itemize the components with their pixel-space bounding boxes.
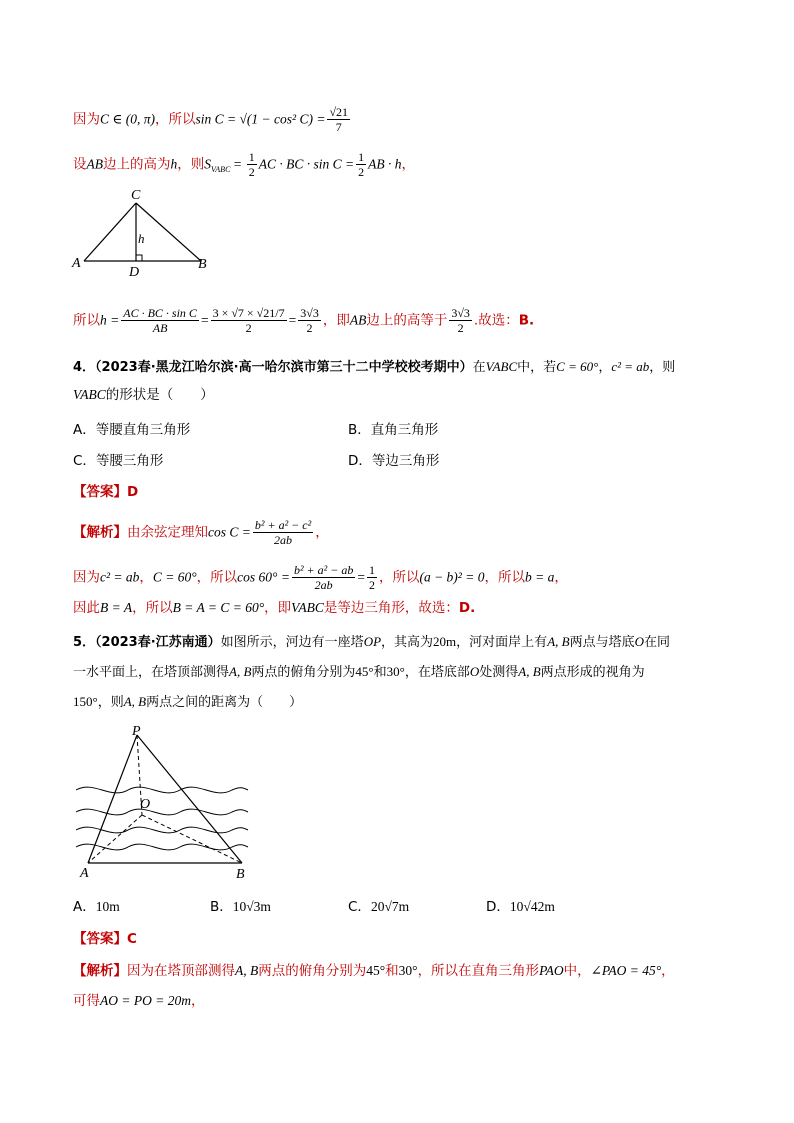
text: ，所以 [132, 600, 173, 616]
text: ，即 [322, 312, 350, 329]
math: sin C = √(1 − cos² C) = [195, 111, 326, 127]
text: 两点的俯角分别为 [251, 665, 356, 680]
question-5-line2 [73, 662, 645, 683]
fraction: $\frac{1}{2}$ [248, 150, 255, 179]
math: (a − b)² = 0 [419, 569, 485, 585]
side-ac [84, 203, 136, 261]
text: 两点与塔底 [569, 635, 635, 650]
text: 设 [73, 156, 87, 173]
text: 中，若 [517, 360, 557, 375]
side-bc [136, 203, 201, 261]
q5-analysis-line2 [73, 991, 204, 1011]
label-h: h [138, 231, 145, 246]
text: 中， [563, 963, 591, 979]
text: ，所以 [378, 569, 420, 586]
question-5-line1 [73, 632, 670, 653]
text: 边上的高等于 [366, 312, 448, 329]
fraction: $\frac{\text{b² + a² − ab}}{2ab}$ [293, 563, 354, 592]
text: 一水平面上，在塔顶部测得 [73, 665, 230, 680]
text: 的形状是（ ） [105, 387, 214, 403]
fraction: $\frac{3√3}{2}$ [300, 306, 319, 335]
text: ， [554, 569, 568, 586]
text: 因此 [73, 600, 100, 616]
q5-option-d[interactable]: D．10√42m [486, 899, 555, 915]
question-5-line3 [73, 692, 302, 713]
solution-line-sinC [73, 105, 352, 134]
math: AB · h [368, 156, 402, 172]
q5-option-b[interactable]: B．10√3m [210, 899, 271, 915]
label-b: B [198, 257, 207, 272]
text: 由余弦定理知 [127, 524, 208, 541]
math: C = 60° [152, 569, 197, 585]
math: A, B [235, 963, 259, 978]
line-ob [142, 815, 242, 863]
math: O [469, 664, 480, 679]
question-4-line2 [73, 385, 214, 405]
q4-analysis-line2 [73, 563, 568, 592]
answer-text: D. [458, 600, 476, 616]
math: AB [349, 312, 367, 328]
math: S [204, 156, 211, 172]
answer-text: B. [518, 312, 535, 329]
solution-line-height [73, 306, 534, 335]
solution-line-area [73, 150, 415, 180]
line-oa [88, 815, 142, 863]
text: 边上的高为 [103, 156, 171, 173]
fraction: $\frac{1}{2}$ [368, 563, 375, 592]
text: 所以 [73, 312, 100, 329]
math: A, B [547, 634, 570, 649]
math: = [288, 312, 297, 328]
text: ，其高为 [381, 635, 434, 650]
math: VABC [485, 359, 518, 374]
text: 可得 [73, 993, 100, 1009]
math: VABC [211, 165, 231, 175]
fraction: $\frac{\text{b² + a² − c²}}{2ab}$ [254, 518, 312, 547]
text: 如图所示，河边有一座塔 [220, 635, 364, 650]
tower-river-figure [70, 725, 260, 885]
text: ，则 [177, 156, 205, 173]
text: 处测得 [479, 665, 519, 680]
text: ， [661, 963, 675, 979]
question-source: （2023春·黑龙江哈尔滨·高一哈尔滨市第三十二中学校校考期中） [95, 360, 473, 375]
text: 因为 [73, 569, 100, 586]
q4-answer [73, 482, 138, 502]
question-number: 5． [73, 635, 96, 650]
text: 在 [472, 360, 486, 375]
text: 因为 [73, 111, 100, 128]
q5-answer [73, 929, 137, 949]
math: 30° [386, 664, 405, 679]
label-p: P [132, 725, 141, 739]
math: = [230, 156, 245, 172]
math: A, B [518, 664, 541, 679]
math: cos C = [208, 524, 251, 540]
math: = [200, 312, 209, 328]
line-pa [88, 735, 137, 863]
q4-option-b[interactable]: B．直角三角形 [348, 422, 439, 438]
question-4-line1 [73, 357, 675, 378]
math: c² = ab [100, 569, 140, 585]
q5-analysis-line1 [73, 961, 675, 981]
math: b = a [524, 569, 555, 585]
text: ， [315, 524, 329, 541]
text: ，所以 [196, 569, 238, 586]
math: OP [363, 634, 382, 649]
analysis-label: 【解析】 [73, 524, 127, 541]
fraction: $\frac{\text{AC · BC · sin C}}{AB}$ [123, 306, 197, 335]
math: VABC [291, 600, 324, 615]
math: AB [86, 156, 103, 172]
math: AC · BC · sin C = [258, 156, 355, 172]
q4-option-d[interactable]: D．等边三角形 [348, 453, 440, 469]
math: h = [100, 312, 120, 328]
text: 两点的俯角分别为 [258, 963, 367, 979]
answer-label: 【答案】 [73, 484, 127, 500]
math: = [357, 569, 365, 585]
fraction: $\frac{√21}{7}$ [329, 105, 349, 134]
math: 20m [433, 634, 457, 649]
text: ， [598, 360, 612, 375]
text: ，即 [264, 600, 292, 616]
right-angle-mark [136, 255, 142, 261]
text: ，所以在直角三角形 [417, 963, 540, 979]
text: ，河对面岸上有 [456, 635, 548, 650]
text: 在同 [643, 635, 670, 650]
label-d: D [129, 265, 140, 278]
fraction: $\frac{3√3}{2}$ [451, 306, 470, 335]
text: 和 [373, 665, 387, 680]
fraction: $\frac{3 \times √7 \times √21/7}{2}$ [212, 306, 285, 335]
answer-value: C [127, 931, 137, 947]
q4-analysis-line3 [73, 598, 475, 618]
math: 45° [355, 664, 374, 679]
math: B = A = C = 60° [172, 600, 265, 615]
math: AO = PO = 20m [100, 993, 191, 1008]
math: A, B [229, 664, 252, 679]
label-b: B [236, 867, 245, 882]
text: ，所以 [155, 111, 196, 128]
label-c: C [131, 188, 141, 203]
fraction: $\frac{1}{2}$ [358, 150, 365, 179]
triangle-height-figure [66, 183, 226, 278]
text: ，则 [97, 695, 124, 710]
text: ， [190, 993, 205, 1009]
analysis-label: 【解析】 [73, 963, 127, 979]
text: 两点之间的距离为（ ） [146, 695, 303, 710]
math: VABC [73, 387, 106, 402]
math: C = 60° [556, 359, 599, 374]
answer-label: 【答案】 [73, 931, 127, 947]
label-a: A [72, 256, 81, 271]
text: ，所以 [484, 569, 525, 586]
text: 是等边三角形，故选： [323, 600, 459, 616]
math: c² = ab [611, 359, 650, 374]
q5-option-a[interactable]: A．10m [73, 899, 120, 915]
label-a: A [80, 866, 89, 881]
math: PAO [539, 963, 564, 978]
math: 30° [398, 963, 418, 978]
q4-option-a[interactable]: A．等腰直角三角形 [73, 422, 191, 438]
text: ， [401, 156, 416, 173]
math: C ∈ (0, π) [100, 111, 156, 127]
math: B = A [100, 600, 133, 615]
label-o: O [140, 797, 151, 812]
q5-option-c[interactable]: C．20√7m [348, 899, 410, 915]
text: ，则 [649, 360, 676, 375]
answer-value: D [127, 484, 139, 500]
math: cos 60° = [237, 569, 290, 585]
river-waves [76, 787, 248, 850]
math: O [634, 634, 644, 649]
text: 和 [385, 963, 399, 979]
text: ，在塔底部 [404, 665, 470, 680]
question-source: （2023春·江苏南通） [95, 635, 221, 650]
question-number: 4． [73, 360, 96, 375]
text: 两点形成的视角为 [540, 665, 645, 680]
text: .故选： [473, 312, 519, 329]
text: 因为在塔顶部测得 [127, 963, 235, 979]
q4-analysis-line1 [73, 518, 329, 547]
math: A, B [123, 694, 147, 709]
math: h [170, 156, 178, 172]
math: 45° [366, 963, 386, 978]
q4-option-c[interactable]: C．等腰三角形 [73, 453, 164, 469]
text: ， [139, 569, 153, 586]
math: 150° [73, 694, 98, 709]
math: ∠PAO = 45° [590, 963, 662, 978]
